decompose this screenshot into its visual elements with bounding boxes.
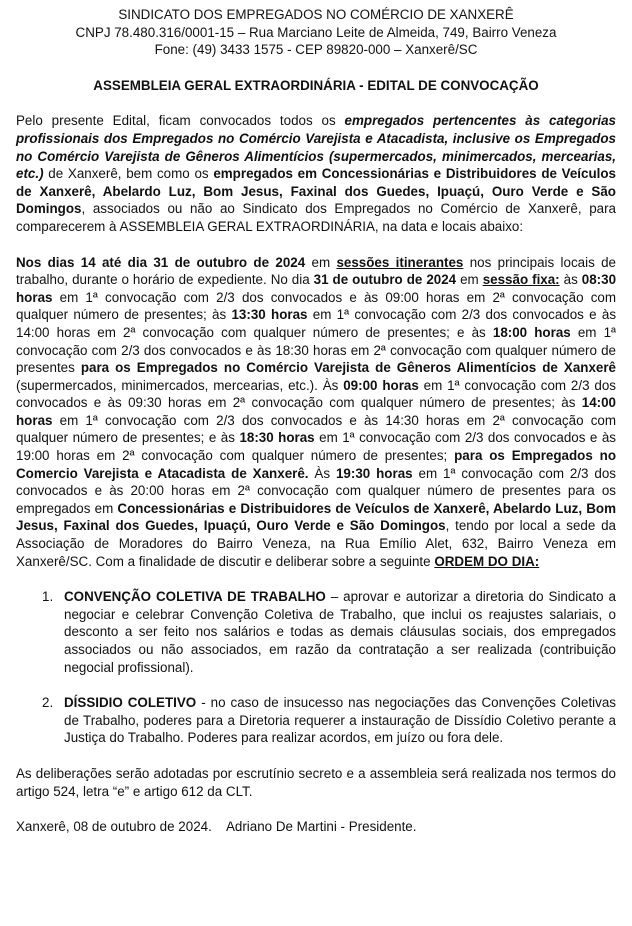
session-text: em 1ª convocação com 2/3 dos convocados e às 14:30 horas em 2ª convocação com qualquer número de presentes; e às: [16, 412, 616, 446]
time-1330: 13:30 horas: [231, 307, 308, 323]
retail-wholesale-group: para os Empregados no Comercio Varejista e Atacadista de Xanxerê.: [16, 448, 617, 481]
union-name: SINDICATO DOS EMPREGADOS NO COMÉRCIO DE XANXERÊ: [118, 7, 514, 22]
intro-text: Pelo presente Edital, ficam convocados todos os: [16, 113, 345, 129]
agenda-item-number: 1.: [42, 589, 54, 605]
fixed-session-label: sessão fixa:: [482, 272, 560, 288]
session-text: em 1ª convocação com 2/3 dos convocados e às 09:00 horas em 2ª convocação com qualquer número de presentes; às: [16, 289, 616, 323]
letterhead: [16, 6, 616, 59]
agenda-item-text: - no caso de insucesso nas negociações das Convenções Coletivas de Trabalho, poderes para a Diretoria requerer a instauração de Dissídio Coletivo perante a Justiça do Trabalho. Poderes para realizar acordos, em juízo ou fora dele.: [64, 695, 616, 746]
session-text: em 1ª convocação com 2/3 dos convocados e às 18:30 horas em 2ª convocação com qualquer número de presentes: [16, 324, 616, 376]
session-text: em 1ª convocação com 2/3 dos convocados e às 14:00 horas em 2ª convocação com qualquer número de presentes; e às: [16, 307, 617, 340]
session-text: Às: [308, 465, 336, 481]
intro-text: , associados ou não ao Sindicato dos Empregados no Comércio de Xanxerê, para comparecerem à ASSEMBLEIA GERAL EXTRAORDINÁRIA, na data e locais abaixo:: [16, 201, 616, 234]
time-1830: 18:30 horas: [239, 430, 315, 446]
dealerships-group: Concessionárias e Distribuidores de Veículos de Xanxerê, Abelardo Luz, Bom Jesus, Faxinal dos Guedes, Ipuaçú, Ouro Verde e São Domingos: [16, 500, 616, 534]
itinerant-sessions: sessões itinerantes: [336, 254, 464, 270]
intro-categories: empregados pertencentes às categorias profissionais dos Empregados no Comércio Varejista e Atacadista, inclusive os Empregados no Comércio Varejista de Gêneros Alimentícios (supermercados, minimercados, mercearias, etc.): [16, 113, 616, 182]
agenda-item: [16, 588, 616, 676]
time-0900: 09:00 horas: [343, 377, 419, 393]
document-title: ASSEMBLEIA GERAL EXTRAORDINÁRIA - EDITAL DE CONVOCAÇÃO: [93, 77, 539, 93]
session-text: em 1ª convocação com 2/3 dos convocados e às 09:30 horas em 2ª convocação com qualquer número de presentes; às: [16, 377, 616, 411]
agenda-item-heading: CONVENÇÃO COLETIVA DE TRABALHO: [64, 589, 326, 605]
session-dates: Nos dias 14 até dia 31 de outubro de 2024: [16, 254, 306, 270]
closing-paragraph: As deliberações serão adotadas por escrutínio secreto e a assembleia será realizada nos termos do artigo 524, letra “e” e artigo 612 da CLT.: [16, 765, 616, 799]
fixed-session-date: 31 de outubro de 2024: [313, 272, 457, 288]
union-contact: Fone: (49) 3433 1575 - CEP 89820-000 – Xanxerê/SC: [154, 42, 478, 58]
union-address: CNPJ 78.480.316/0001-15 – Rua Marciano Leite de Almeida, 749, Bairro Veneza: [75, 24, 557, 40]
intro-dealerships: empregados em Concessionárias e Distribuidores de Veículos de Xanxerê, Abelardo Luz, Bom Jesus, Faxinal dos Guedes, Ipuaçú, Ouro Verde e São Domingos: [16, 166, 617, 217]
session-text: (supermercados, minimercados, mercearias, etc.). Às: [16, 377, 344, 393]
food-retail-group: para os Empregados no Comércio Varejista de Gêneros Alimentícios de Xanxerê: [80, 360, 617, 376]
session-text: nos principais locais de trabalho, durante o horário de expediente. No dia: [16, 254, 616, 288]
signature-line: Xanxerê, 08 de outubro de 2024. Adriano De Martini - Presidente.: [16, 819, 417, 835]
time-1800: 18:00 horas: [492, 324, 571, 340]
time-1400: 14:00 horas: [16, 395, 616, 428]
session-text: , tendo por local a sede da Associação de Moradores do Bairro Veneza, na Rua Emílio Alet, 632, Bairro Veneza em Xanxerê/SC. Com a finalidade de discutir e deliberar sobre a seguinte: [16, 518, 616, 569]
session-text: em: [305, 254, 337, 270]
session-text: em: [456, 272, 483, 288]
agenda-item-heading: DÍSSIDIO COLETIVO: [64, 695, 197, 711]
agenda-item: [16, 694, 616, 747]
time-0830: 08:30 horas: [16, 272, 617, 305]
intro-paragraph: [16, 112, 616, 235]
session-text: em 1ª convocação com 2/3 dos convocados e às 19:00 horas em 2ª convocação com qualquer número de presentes;: [16, 430, 617, 464]
agenda-item-text: – aprovar e autorizar a diretoria do Sindicato a negociar e celebrar Convenção Coletiva de Trabalho, que inclui os reajustes salariais, o desconto a ser feito nos salários e todas as demais cláusulas sociais, dos empregados associados ou não associados, em razão da contratação a ser realizada (contribuição negocial profissional).: [64, 589, 616, 675]
agenda-label: ORDEM DO DIA:: [434, 553, 540, 569]
session-text: às: [559, 272, 582, 288]
intro-text: de Xanxerê, bem como os: [43, 166, 214, 182]
agenda-item-number: 2.: [42, 695, 54, 711]
time-1930: 19:30 horas: [335, 465, 413, 481]
session-text: em 1ª convocação com 2/3 dos convocados e às 20:00 horas em 2ª convocação com qualquer número de presentes para os empregados em: [16, 465, 616, 516]
sessions-paragraph: [16, 254, 616, 571]
